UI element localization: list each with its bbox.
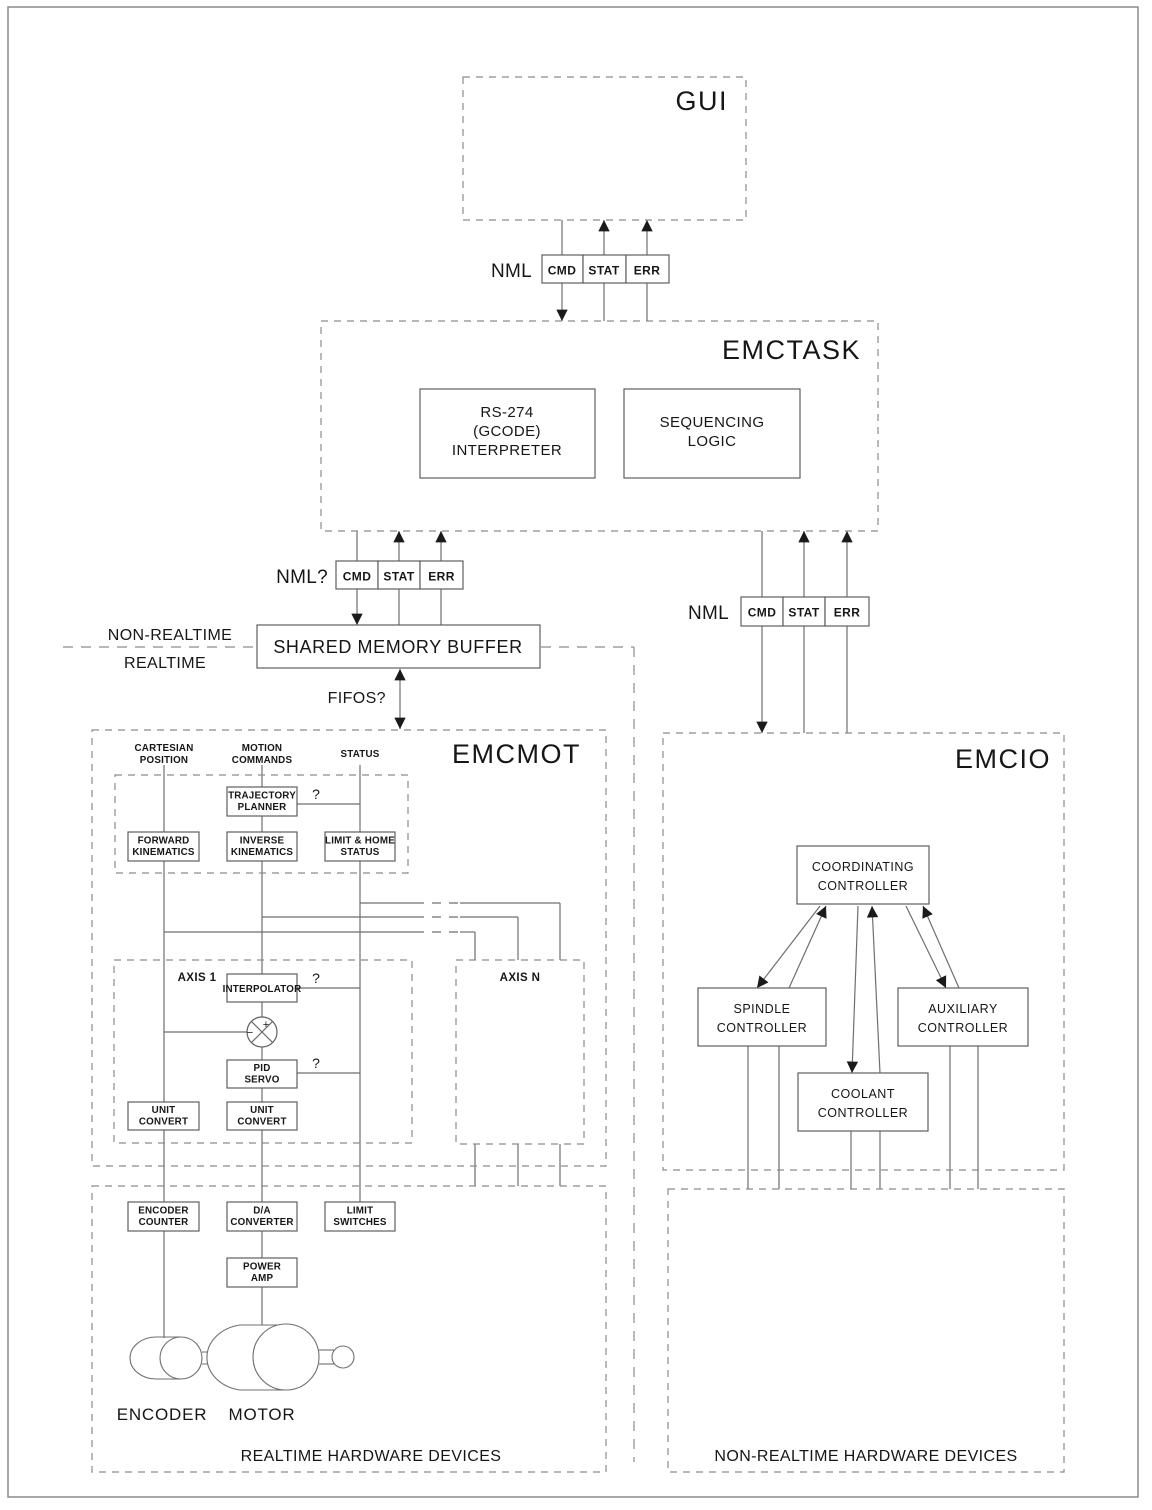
fifos-label: FIFOS? [327, 690, 386, 707]
zone-lower-label: REALTIME [123, 655, 207, 672]
coordinating-controller-box [797, 846, 929, 904]
nonrealtime-hardware-box [668, 1189, 1064, 1472]
nml-gui-cmd: CMD [547, 263, 577, 278]
shared-memory-buffer-label: SHARED MEMORY BUFFER [273, 637, 523, 657]
question-pid: ? [312, 1055, 320, 1071]
coordinating-line2: CONTROLLER [817, 879, 909, 893]
emctask-title: EMCTASK [721, 335, 861, 365]
nml-task-label: NML? [276, 567, 328, 588]
motor-body-arc [207, 1325, 240, 1390]
question-interpolator: ? [312, 970, 320, 986]
nml-io-label: NML [687, 603, 729, 624]
power-amp-line1: POWER [242, 1261, 282, 1273]
nml-io-cmd: CMD [747, 605, 777, 620]
inverse-kinematics-line1: INVERSE [239, 835, 285, 847]
solid-boxes [128, 255, 1028, 1287]
nml-task-err: ERR [428, 569, 455, 584]
pid-servo-line2: SERVO [244, 1074, 280, 1086]
sequencing-line1: SEQUENCING [659, 414, 765, 431]
summing-plus: + [262, 1019, 270, 1031]
arrow-auxiliary-to-cc [923, 906, 959, 988]
arrow-coolant-to-cc [872, 906, 880, 1073]
interpolator-label: INTERPOLATOR [222, 984, 302, 995]
status-header: STATUS [340, 749, 380, 760]
emcio-title: EMCIO [954, 744, 1051, 774]
interpreter-line2: (GCODE) [473, 423, 541, 440]
question-trajectory: ? [312, 786, 320, 802]
sequencing-line2: LOGIC [687, 433, 737, 450]
nonrealtime-hardware-caption: NON-REALTIME HARDWARE DEVICES [714, 1448, 1018, 1465]
trajectory-planner-line2: PLANNER [237, 802, 287, 813]
da-converter-line1: D/A [253, 1205, 271, 1217]
motor-face [253, 1324, 319, 1390]
limit-switches-line2: SWITCHES [333, 1217, 387, 1228]
forward-kinematics-line1: FORWARD [137, 835, 190, 847]
limit-switches-line1: LIMIT [346, 1205, 374, 1217]
auxiliary-line2: CONTROLLER [917, 1021, 1009, 1035]
nml-io-stat: STAT [788, 605, 820, 620]
gui-title: GUI [675, 86, 728, 116]
power-amp-line2: AMP [250, 1273, 274, 1284]
nml-io-err: ERR [833, 605, 861, 620]
motion-header-line1: MOTION [241, 743, 283, 754]
arrow-cc-to-auxiliary [906, 906, 946, 988]
pid-servo-line1: PID [253, 1063, 271, 1074]
emcmot-title: EMCMOT [452, 739, 581, 769]
spindle-controller-box [698, 988, 826, 1046]
coolant-controller-box [798, 1073, 928, 1131]
unit-convert-left-line2: CONVERT [138, 1116, 189, 1128]
coolant-line1: COOLANT [831, 1087, 895, 1101]
spindle-line1: SPINDLE [733, 1002, 791, 1016]
limit-home-line1: LIMIT & HOME [325, 835, 395, 847]
encoder-counter-line2: COUNTER [138, 1217, 189, 1228]
coolant-line2: CONTROLLER [817, 1106, 909, 1120]
motor-shaft-end [332, 1346, 354, 1368]
spindle-line2: CONTROLLER [716, 1021, 808, 1035]
limit-home-line2: STATUS [340, 847, 380, 858]
summing-minus: − [246, 1027, 254, 1039]
interpreter-line3: INTERPRETER [451, 442, 563, 459]
encoder-face [160, 1337, 202, 1379]
unit-convert-left-line1: UNIT [151, 1105, 176, 1116]
zone-upper-label: NON-REALTIME [107, 627, 233, 644]
arrow-cc-to-coolant [852, 906, 858, 1073]
auxiliary-controller-box [898, 988, 1028, 1046]
auxiliary-line1: AUXILIARY [928, 1002, 998, 1016]
cartesian-header-line1: CARTESIAN [134, 743, 194, 754]
arrow-spindle-to-cc [789, 906, 826, 988]
coordinating-line1: COORDINATING [811, 860, 915, 874]
inverse-kinematics-line2: KINEMATICS [230, 847, 294, 858]
encoder-counter-line1: ENCODER [138, 1205, 189, 1217]
axisn-label: AXIS N [499, 972, 541, 984]
nml-gui-label: NML [490, 261, 532, 282]
realtime-hardware-caption: REALTIME HARDWARE DEVICES [240, 1448, 502, 1465]
encoder-body-arc [130, 1337, 156, 1379]
axisn-box [456, 960, 584, 1144]
nml-gui-err: ERR [633, 263, 661, 278]
cartesian-header-line2: POSITION [139, 755, 189, 766]
trajectory-planner-line1: TRAJECTORY [228, 790, 296, 802]
interpreter-line1: RS-274 [480, 404, 534, 421]
unit-convert-mid-line1: UNIT [250, 1105, 274, 1116]
nml-gui-stat: STAT [588, 263, 620, 278]
encoder-label: ENCODER [116, 1405, 208, 1424]
motor-label: MOTOR [228, 1405, 296, 1424]
axis1-label: AXIS 1 [177, 972, 217, 984]
motion-header-line2: COMMANDS [231, 755, 293, 766]
da-converter-line2: CONVERTER [230, 1217, 294, 1228]
nml-task-stat: STAT [383, 569, 415, 584]
forward-kinematics-line2: KINEMATICS [132, 847, 195, 858]
unit-convert-mid-line2: CONVERT [237, 1116, 287, 1128]
emcmot-box [92, 730, 606, 1166]
arrow-cc-to-spindle [757, 906, 820, 988]
nml-task-cmd: CMD [342, 569, 372, 584]
